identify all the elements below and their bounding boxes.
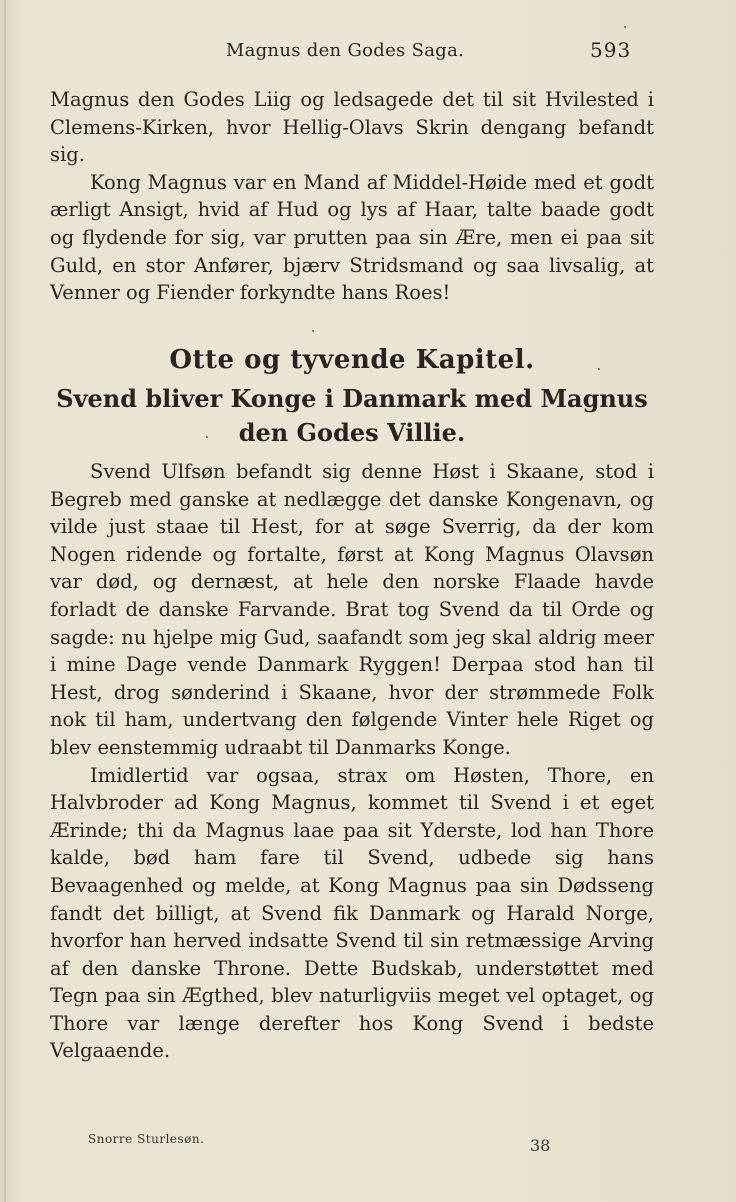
page-edge [4,0,6,1202]
paper-speck [206,436,208,438]
paragraph: Svend Ulfsøn befandt sig denne Høst i Skaane, stod i Begreb med ganske at nedlægge det danske Kongenavn, og vilde just staae til Hest, for at søge Sverrig, da der kom Nogen ridende og fortalte, først at Kong Magnus Olavsøn var død, og dernæst, at hele den norske Flaade havde forladt de danske Farvande. Brat tog Svend da til Orde og sagde: nu hjelpe mig Gud, saafandt som jeg skal aldrig meer i mine Dage vende Danmark Ryggen! Derpaa stod han til Hest, drog sønderind i Skaane, hvor der strømmede Folk nok til ham, undertvang den følgende Vinter hele Riget og blev eenstemmig udraabt til Danmarks Konge. [50,460,654,759]
paper-speck [312,330,314,332]
top-text [50,86,654,307]
chapter-subtitle: Svend bliver Konge i Danmark med Magnus den Godes Villie. [56,384,648,447]
footer-signature-number: 38 [530,1136,551,1155]
chapter-heading [50,342,654,450]
paper-speck [624,26,626,28]
running-head-title: Magnus den Godes Saga. [225,40,465,61]
body-text [50,458,654,1065]
paper-speck [598,368,600,370]
paragraph: Kong Magnus var en Mand af Middel-Høide med et godt ærligt Ansigt, hvid af Hud og lys af Haar, talte baade godt og flydende for sig, var prutten paa sin Ære, men ei paa sit Guld, en stor Anfører, bjærv Stridsmand og saa livsalig, at Venner og Fiender forkyndte hans Roes! [50,170,654,305]
paragraph: Imidlertid var ogsaa, strax om Høsten, Thore, en Halvbroder ad Kong Magnus, kommet til Svend i et eget Ærinde; thi da Magnus laae paa sit Yderste, lod han Thore kalde, bød ham fare til Svend, udbede sig hans Bevaagenhed og melde, at Kong Magnus paa sin Dødsseng fandt det billigt, at Svend fik Danmark og Harald Norge, hvorfor han herved indsatte Svend til sin retmæssige Arving af den danske Throne. Dette Budskab, understøttet med Tegn paa sin Ægthed, blev naturligviis meget vel optaget, og Thore var længe derefter hos Kong Svend i bedste Velgaaende. [50,763,654,1063]
chapter-title: Otte og tyvende Kapitel. [169,345,535,375]
paragraph: Magnus den Godes Liig og ledsagede det til sit Hvilested i Clemens-Kirken, hvor Hellig-Olavs Skrin dengang befandt sig. [50,88,654,167]
running-head [0,38,736,68]
page-number: 593 [590,38,632,62]
footer-signature: Snorre Sturlesøn. [88,1132,205,1146]
